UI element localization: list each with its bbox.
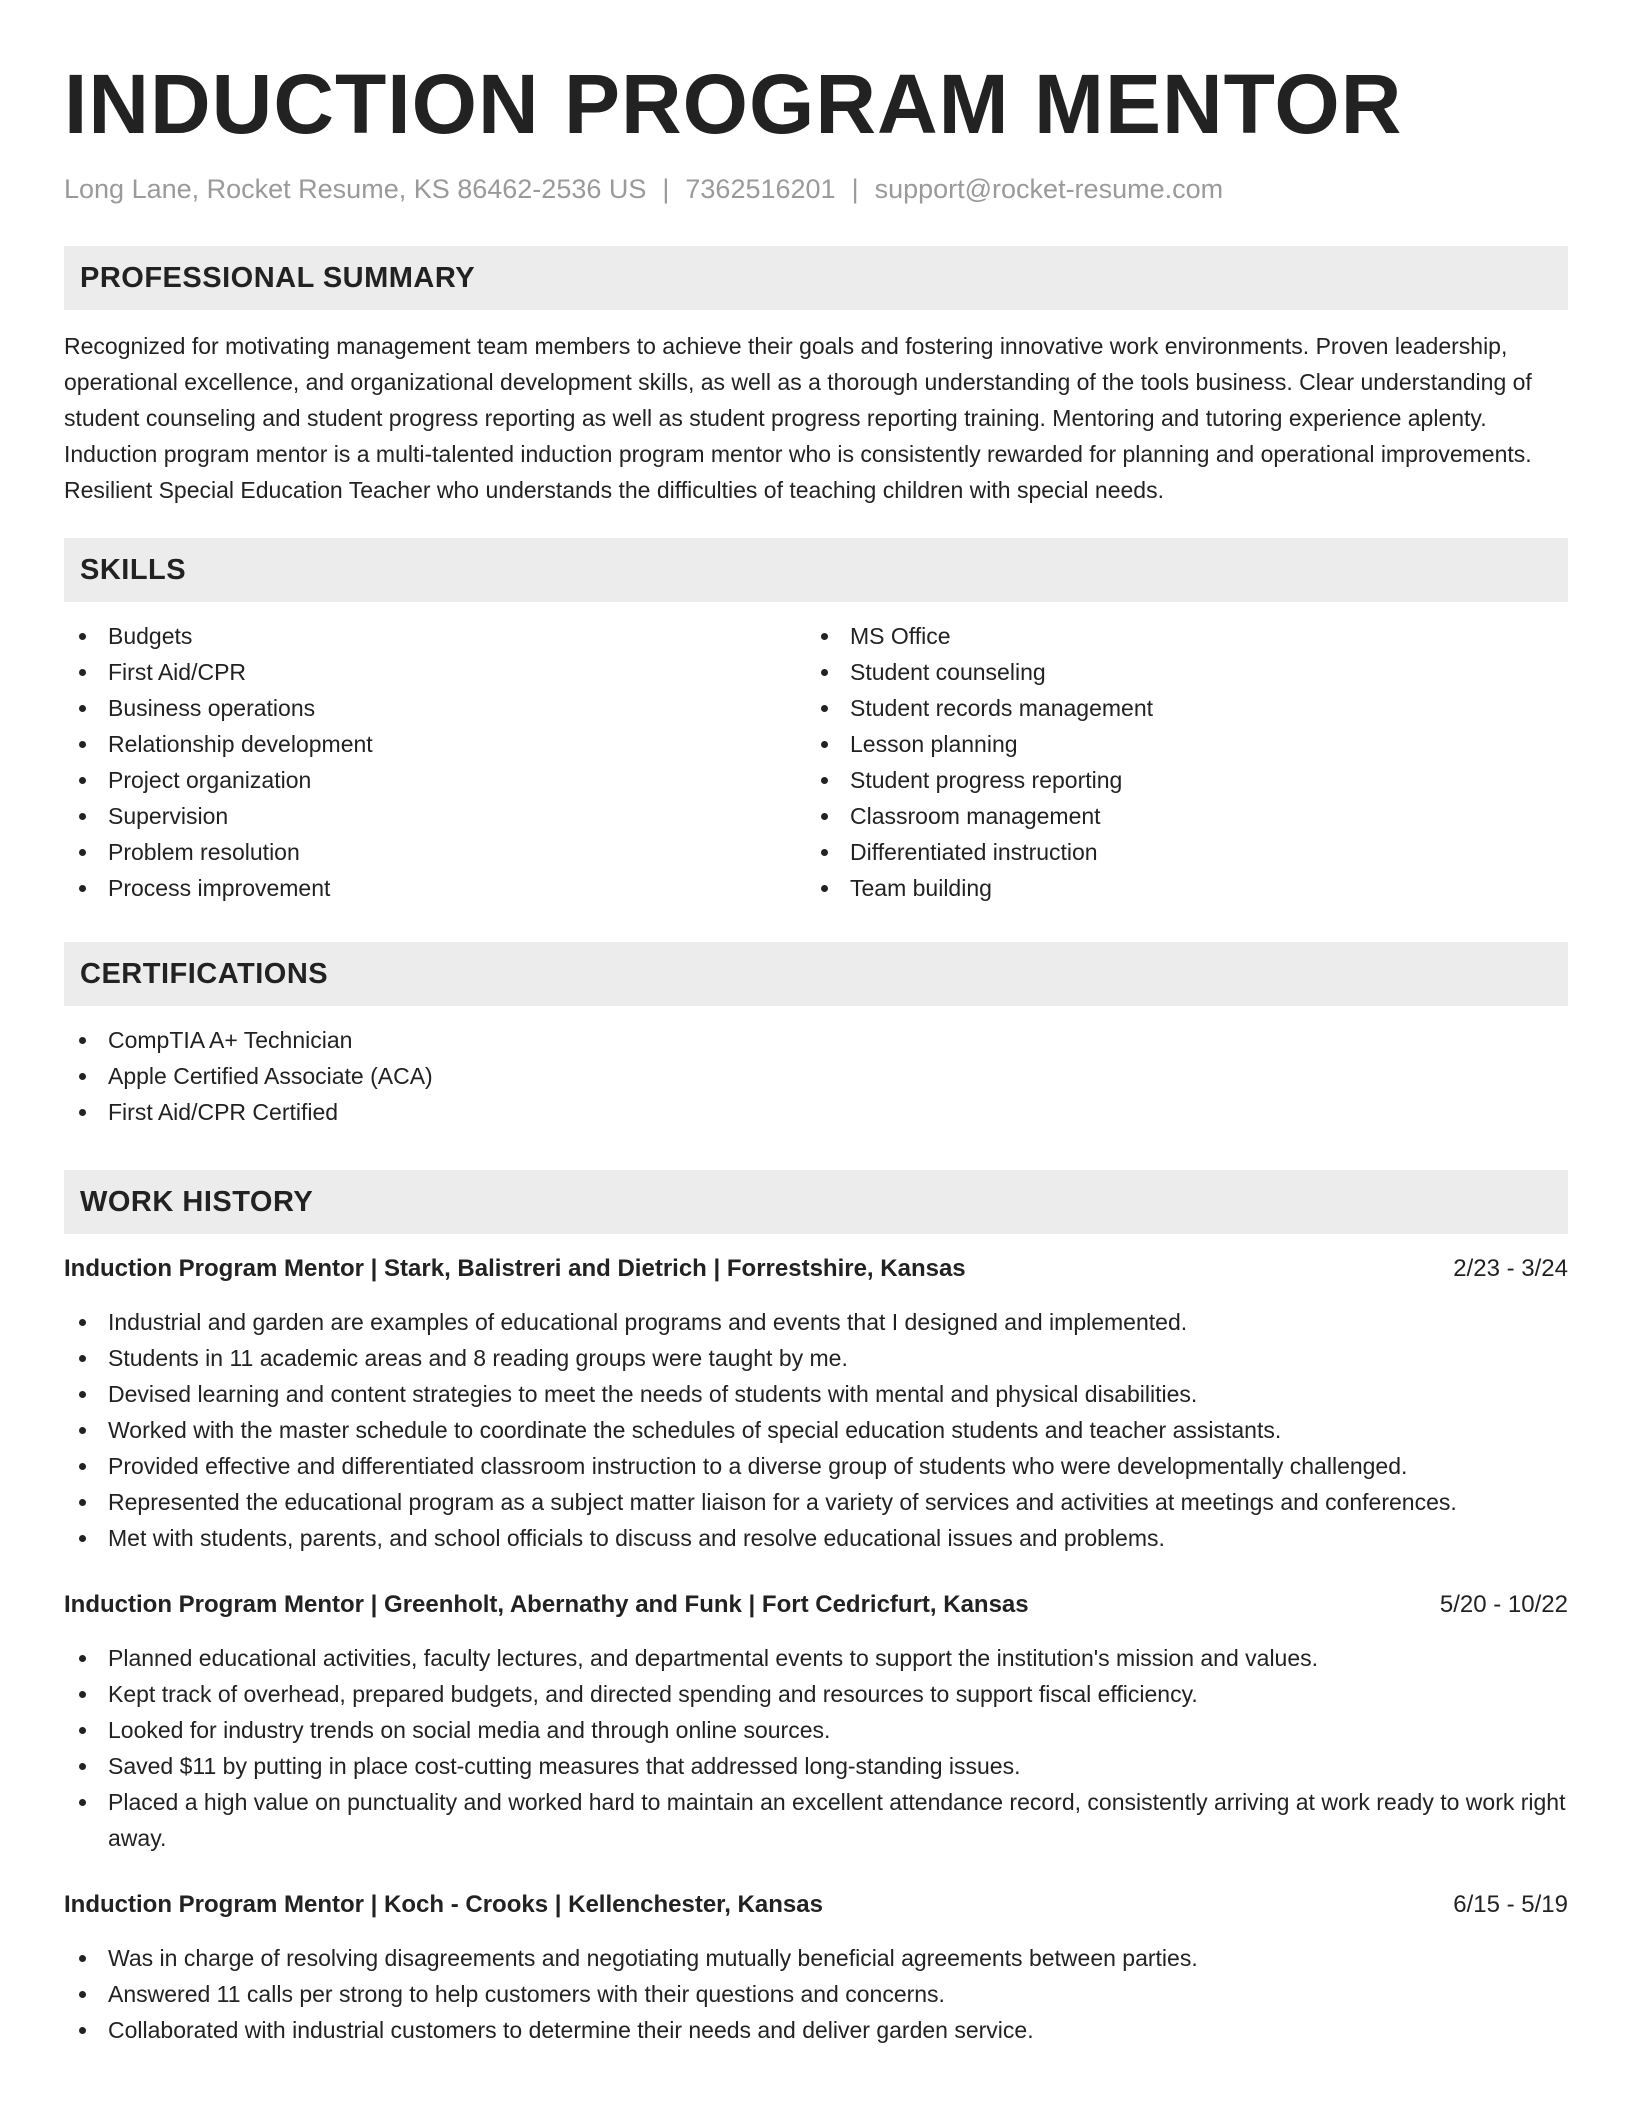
skills-columns xyxy=(64,618,1568,906)
skills-heading: SKILLS xyxy=(64,538,1568,602)
job-bullet: Devised learning and content strategies to meet the needs of students with mental and physical disabilities. xyxy=(64,1376,1568,1412)
contact-separator: | xyxy=(851,174,859,204)
skill-item: Student counseling xyxy=(806,654,1548,690)
job-bullet: Met with students, parents, and school officials to discuss and resolve educational issues and problems. xyxy=(64,1520,1568,1556)
job-header xyxy=(64,1888,1568,1922)
contact-email: support@rocket-resume.com xyxy=(874,174,1224,204)
job-bullet: Looked for industry trends on social media and through online sources. xyxy=(64,1712,1568,1748)
skill-item: Budgets xyxy=(64,618,806,654)
job-bullet: Planned educational activities, faculty lectures, and departmental events to support the institution's mission and values. xyxy=(64,1640,1568,1676)
job-bullets xyxy=(64,1304,1568,1556)
job-entry xyxy=(64,1888,1568,2048)
skill-item: Relationship development xyxy=(64,726,806,762)
job-header xyxy=(64,1252,1568,1286)
job-bullet: Provided effective and differentiated classroom instruction to a diverse group of students who were developmentally challenged. xyxy=(64,1448,1568,1484)
job-bullet: Represented the educational program as a subject matter liaison for a variety of services and activities at meetings and conferences. xyxy=(64,1484,1568,1520)
contact-address: Long Lane, Rocket Resume, KS 86462-2536 US xyxy=(64,174,647,204)
skill-item: Classroom management xyxy=(806,798,1548,834)
summary-text: Recognized for motivating management team members to achieve their goals and fostering innovative work environments. Proven leadership, operational excellence, and organizational development skills, as well as a thorough understanding of the tools business. Clear understanding of student counseling and student progress reporting as well as student progress reporting training. Mentoring and tutoring experience aplenty. Induction program mentor is a multi-talented induction program mentor who is consistently rewarded for planning and operational improvements. Resilient Special Education Teacher who understands the difficulties of teaching children with special needs. xyxy=(64,333,1532,503)
job-dates: 2/23 - 3/24 xyxy=(1453,1255,1568,1282)
job-bullet: Students in 11 academic areas and 8 reading groups were taught by me. xyxy=(64,1340,1568,1376)
job-bullet: Collaborated with industrial customers to determine their needs and deliver garden service. xyxy=(64,2012,1568,2048)
job-title: Induction Program Mentor | Stark, Balistreri and Dietrich | Forrestshire, Kansas xyxy=(64,1255,966,1282)
job-header xyxy=(64,1588,1568,1622)
contact-separator: | xyxy=(662,174,670,204)
certifications-heading: CERTIFICATIONS xyxy=(64,942,1568,1006)
contact-line xyxy=(64,172,1568,206)
job-entry xyxy=(64,1252,1568,1556)
skills-list-right xyxy=(806,618,1548,906)
job-dates: 6/15 - 5/19 xyxy=(1453,1891,1568,1918)
job-bullet: Saved $11 by putting in place cost-cutting measures that addressed long-standing issues. xyxy=(64,1748,1568,1784)
skill-item: Project organization xyxy=(64,762,806,798)
work-history-heading: WORK HISTORY xyxy=(64,1170,1568,1234)
job-title: Induction Program Mentor | Koch - Crooks | Kellenchester, Kansas xyxy=(64,1891,823,1918)
certification-item: First Aid/CPR Certified xyxy=(64,1094,1568,1130)
skill-item: Student progress reporting xyxy=(806,762,1548,798)
skills-list-left xyxy=(64,618,806,906)
resume-page xyxy=(64,0,1568,2048)
job-dates: 5/20 - 10/22 xyxy=(1439,1591,1568,1618)
job-bullet: Kept track of overhead, prepared budgets, and directed spending and resources to support fiscal efficiency. xyxy=(64,1676,1568,1712)
skill-item: Supervision xyxy=(64,798,806,834)
job-bullet: Was in charge of resolving disagreements and negotiating mutually beneficial agreements between parties. xyxy=(64,1940,1568,1976)
contact-phone: 7362516201 xyxy=(685,174,836,204)
candidate-name: INDUCTION PROGRAM MENTOR xyxy=(64,57,1403,151)
skill-item: Team building xyxy=(806,870,1548,906)
skill-item: MS Office xyxy=(806,618,1548,654)
job-bullet: Industrial and garden are examples of educational programs and events that I designed and implemented. xyxy=(64,1304,1568,1340)
job-bullet: Worked with the master schedule to coordinate the schedules of special education students and teacher assistants. xyxy=(64,1412,1568,1448)
job-title: Induction Program Mentor | Greenholt, Abernathy and Funk | Fort Cedricfurt, Kansas xyxy=(64,1591,1029,1618)
skill-item: Process improvement xyxy=(64,870,806,906)
skill-item: Business operations xyxy=(64,690,806,726)
job-bullet: Placed a high value on punctuality and worked hard to maintain an excellent attendance record, consistently arriving at work ready to work right away. xyxy=(64,1784,1568,1856)
skill-item: Differentiated instruction xyxy=(806,834,1548,870)
skill-item: Problem resolution xyxy=(64,834,806,870)
skill-item: First Aid/CPR xyxy=(64,654,806,690)
job-bullets xyxy=(64,1640,1568,1856)
certifications-list xyxy=(64,1022,1568,1130)
skill-item: Lesson planning xyxy=(806,726,1548,762)
job-bullets xyxy=(64,1940,1568,2048)
skill-item: Student records management xyxy=(806,690,1548,726)
summary-heading: PROFESSIONAL SUMMARY xyxy=(64,246,1568,310)
certification-item: Apple Certified Associate (ACA) xyxy=(64,1058,1568,1094)
job-bullet: Answered 11 calls per strong to help customers with their questions and concerns. xyxy=(64,1976,1568,2012)
job-entry xyxy=(64,1588,1568,1856)
certification-item: CompTIA A+ Technician xyxy=(64,1022,1568,1058)
